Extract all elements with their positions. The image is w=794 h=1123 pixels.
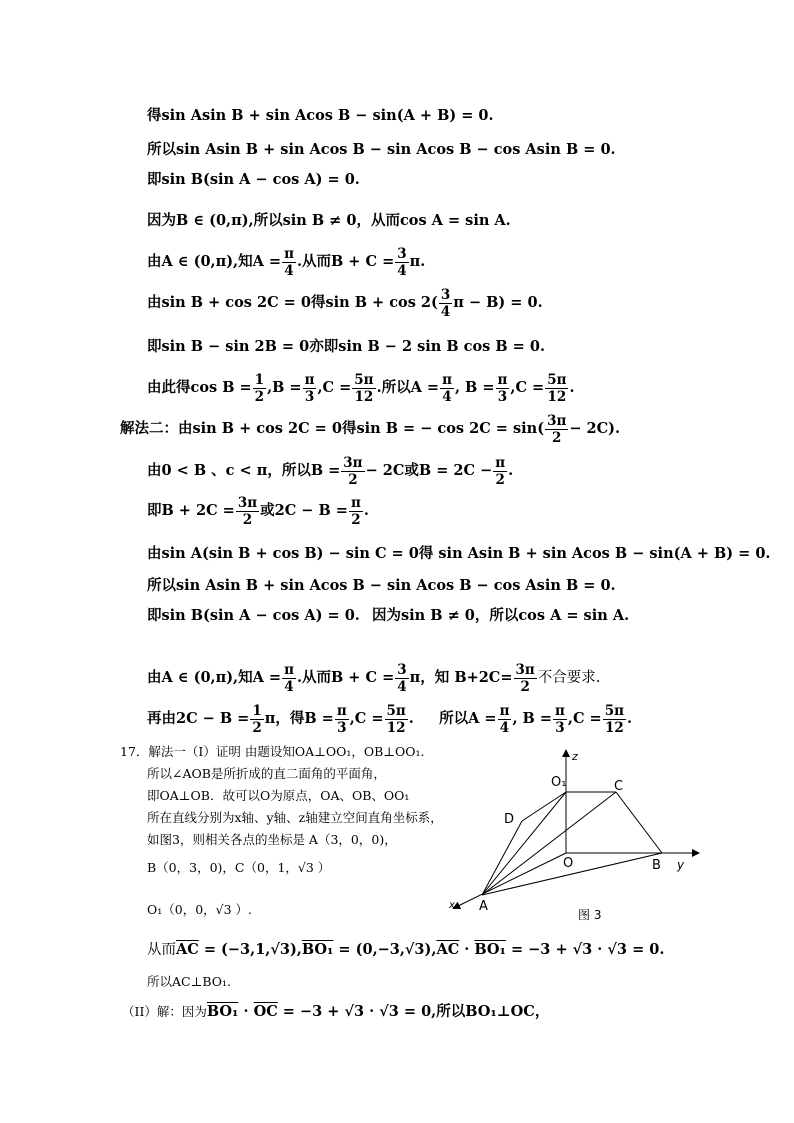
line-8 [147,369,575,407]
fraction-numerator: π [284,245,294,262]
edge-d-o1 [522,792,566,821]
problem-17-line-3: 即OA⊥OB．故可以O为原点，OA、OB、OO₁ [147,788,410,803]
fraction-denominator: 12 [354,388,374,405]
fraction-half [253,372,266,405]
line-16-a: 再由2C − B = [147,710,250,727]
line-5 [147,243,425,281]
dot-operator: · [459,941,475,958]
fraction-pi-3 [303,372,317,405]
fraction-denominator: 12 [386,719,406,736]
fraction-pi-4 [440,372,454,405]
fraction-3pi-2 [341,455,364,488]
line-6-a: 由sin B + cos 2C = 0得sin B + cos 2( [147,294,438,311]
line-15-a: 由A ∈ (0,π),知A = [147,669,282,686]
fraction-denominator: 4 [442,388,452,405]
fraction-denominator: 2 [552,429,562,446]
label-z: z [572,750,578,763]
line-16-h: . [626,710,633,727]
line-10-a: 由0 < B 、c < π，所以B = [147,462,341,479]
fraction-numerator: 5π [354,371,374,388]
line-12: 由sin A(sin B + cos B) − sin C = 0得 sin Asin B + sin Acos B − sin(A + B) = 0. [147,545,771,562]
line-5-a: 由A ∈ (0,π),知A = [147,253,282,270]
fraction-numerator: π [442,371,452,388]
line-6-b: π − B) = 0. [453,294,543,311]
line-16-d: . [408,710,414,727]
label-a: A [479,899,488,914]
line-11-b: 或2C − B = [260,502,348,519]
fraction-numerator: 5π [604,702,624,719]
fraction-numerator: π [495,454,506,471]
fraction-denominator: 12 [547,388,567,405]
fraction-denominator: 3 [337,719,347,736]
fraction-denominator: 4 [397,262,407,279]
fraction-numerator: π [350,494,361,511]
fraction-denominator: 3 [304,388,315,405]
edge-c-b [616,792,662,853]
vector-ac-2: $\overline{AC}$ [436,941,460,958]
part-2-prefix: （II）解：因为 [122,1004,207,1019]
dot-operator-2: · [238,1003,254,1020]
vector-line [147,940,664,960]
fraction-5pi-12 [545,372,568,405]
line-2: 所以sin Asin B + sin Acos B − sin Acos B − cos Asin B = 0. [147,141,616,158]
line-5-c: π. [409,253,426,270]
fraction-denominator: 4 [397,678,407,695]
fraction-numerator: π [304,371,315,388]
fraction-3pi-2 [545,413,568,446]
problem-17-line-7: O₁（0，0，√3 ）. [147,902,253,917]
fraction-numerator: π [555,702,565,719]
line-14b: 因为sin B ≠ 0，所以cos A = sin A. [372,607,630,624]
line-11-c: . [363,502,369,519]
fraction-numerator: 3 [397,245,407,262]
fraction-denominator: 2 [254,388,265,405]
line-15-b: .从而B + C = [296,669,395,686]
fraction-5pi-12 [603,703,626,736]
fraction-pi-3 [496,372,510,405]
fraction-denominator: 2 [242,511,253,528]
fraction-denominator: 12 [604,719,624,736]
fraction-pi-4 [282,246,296,279]
figure-3 [440,745,710,930]
label-d: D [504,812,515,827]
fraction-numerator: 3 [397,661,407,678]
line-3: 即sin B(sin A − cos A) = 0. [147,171,360,188]
line-9-a: 解法二：由sin B + cos 2C = 0得sin B = − cos 2C = sin( [120,420,545,437]
fraction-denominator: 3 [555,719,565,736]
fraction-denominator: 3 [497,388,508,405]
fraction-pi-4 [282,662,296,695]
fraction-numerator: 3π [547,412,567,429]
vector-bo1: BO₁ [301,941,334,958]
fraction-numerator: 5π [547,371,567,388]
fraction-denominator: 4 [284,678,294,695]
vector-bo1-3: BO₁ [206,1003,239,1020]
fraction-three-4 [439,287,452,320]
fraction-pi-4 [498,703,512,736]
line-8-g: . [569,379,575,396]
problem-17-line-1: 17．解法一（I）证明 由题设知OA⊥OO₁，OB⊥OO₁. [120,744,425,759]
line-10 [147,452,513,490]
line-11 [147,492,369,530]
fraction-5pi-12 [352,372,375,405]
label-c: C [614,779,624,794]
fraction-denominator: 4 [284,262,294,279]
problem-17-line-2: 所以∠AOB是所折成的直二面角的平面角， [147,766,386,781]
line-1: 得sin Asin B + sin Acos B − sin(A + B) = 0. [147,107,494,124]
fraction-three-4 [395,246,408,279]
line-16 [147,700,632,738]
fraction-3pi-2 [514,662,537,695]
problem-17-line-9: 所以AC⊥BO₁. [147,974,231,989]
line-10-c: . [508,462,514,479]
fraction-pi-3 [335,703,349,736]
line-14a: 即sin B(sin A − cos A) = 0. [147,607,360,624]
fraction-numerator: 3π [343,454,363,471]
problem-17-line-5: 如图3，则相关各点的坐标是 A（3，0，0)， [147,832,397,847]
fraction-denominator: 2 [520,678,530,695]
fraction-denominator: 2 [348,471,358,488]
fraction-numerator: 1 [254,371,265,388]
line-13: 所以sin Asin B + sin Acos B − sin Acos B − cos Asin B = 0. [147,577,616,594]
label-b: B [652,858,661,873]
problem-17-line-4: 所在直线分别为x轴、y轴、z轴建立空间直角坐标系， [147,810,443,825]
label-x: x [449,900,455,911]
line-10-b: − 2C或B = 2C − [365,462,493,479]
fraction-denominator: 4 [499,719,510,736]
fraction-pi-3 [553,703,567,736]
line-16-c: ,C = [349,710,384,727]
fraction-denominator: 4 [440,303,451,320]
fraction-numerator: π [499,702,510,719]
vector-line-prefix: 从而 [147,942,176,958]
fraction-numerator: π [284,661,294,678]
line-16-e: 所以A = [439,710,497,727]
line-8-e: , B = [454,379,495,396]
part-2-result: = −3 + √3 · √3 = 0,所以BO₁⊥OC， [277,1003,550,1020]
fraction-denominator: 2 [252,719,262,736]
line-9 [120,410,620,448]
part-2-line [122,1002,549,1022]
fraction-denominator: 2 [351,511,361,528]
line-6 [147,284,543,322]
edge-a-o1 [482,792,566,895]
fraction-three-4 [395,662,408,695]
label-y: y [677,858,685,872]
line-8-a: 由此得cos B = [147,379,252,396]
fraction-3pi-2 [236,495,259,528]
line-16-f: , B = [512,710,553,727]
dot-product-result: = −3 + √3 · √3 = 0. [505,941,665,958]
label-o: O [563,856,574,871]
figure-caption: 图 3 [578,908,602,922]
line-7: 即sin B − sin 2B = 0亦即sin B − 2 sin B cos B = 0. [147,338,546,355]
fraction-5pi-12 [385,703,408,736]
fraction-numerator: 3 [440,286,451,303]
line-15 [147,659,600,697]
line-8-d: .所以A = [376,379,440,396]
line-16-b: π，得B = [264,710,334,727]
line-16-g: ,C = [567,710,602,727]
line-11-a: 即B + 2C = [147,502,235,519]
line-15-d: 不合要求. [537,670,601,686]
fraction-half [250,703,263,736]
fraction-numerator: 1 [252,702,262,719]
label-o1: O₁ [551,775,567,790]
fraction-denominator: 2 [495,471,505,488]
vector-bo1-value: = (0,−3,√3), [333,941,437,958]
fraction-numerator: 3π [237,494,258,511]
vector-bo1-2: BO₁ [474,941,506,958]
line-8-b: ,B = [267,379,302,396]
vector-ac: $\overline{AC}$ [176,941,199,958]
fraction-numerator: π [497,371,508,388]
fraction-numerator: 3π [515,661,535,678]
fraction-numerator: π [336,702,347,719]
line-5-b: .从而B + C = [296,253,395,270]
fraction-pi-2 [349,495,363,528]
line-8-c: ,C = [317,379,352,396]
line-8-f: ,C = [510,379,545,396]
line-9-b: − 2C). [569,420,621,437]
vector-ac-value: = (−3,1,√3), [198,941,302,958]
line-4: 因为B ∈ (0,π),所以sin B ≠ 0，从而cos A = sin A. [147,212,511,229]
vector-oc: $\overline{OC}$ [253,1003,278,1020]
line-15-c: π，知 B+2C= [409,669,513,686]
fraction-numerator: 5π [386,702,406,719]
problem-17-line-6: B（0，3，0)，C（0，1，√3 ） [147,860,331,875]
fraction-pi-2 [493,455,507,488]
